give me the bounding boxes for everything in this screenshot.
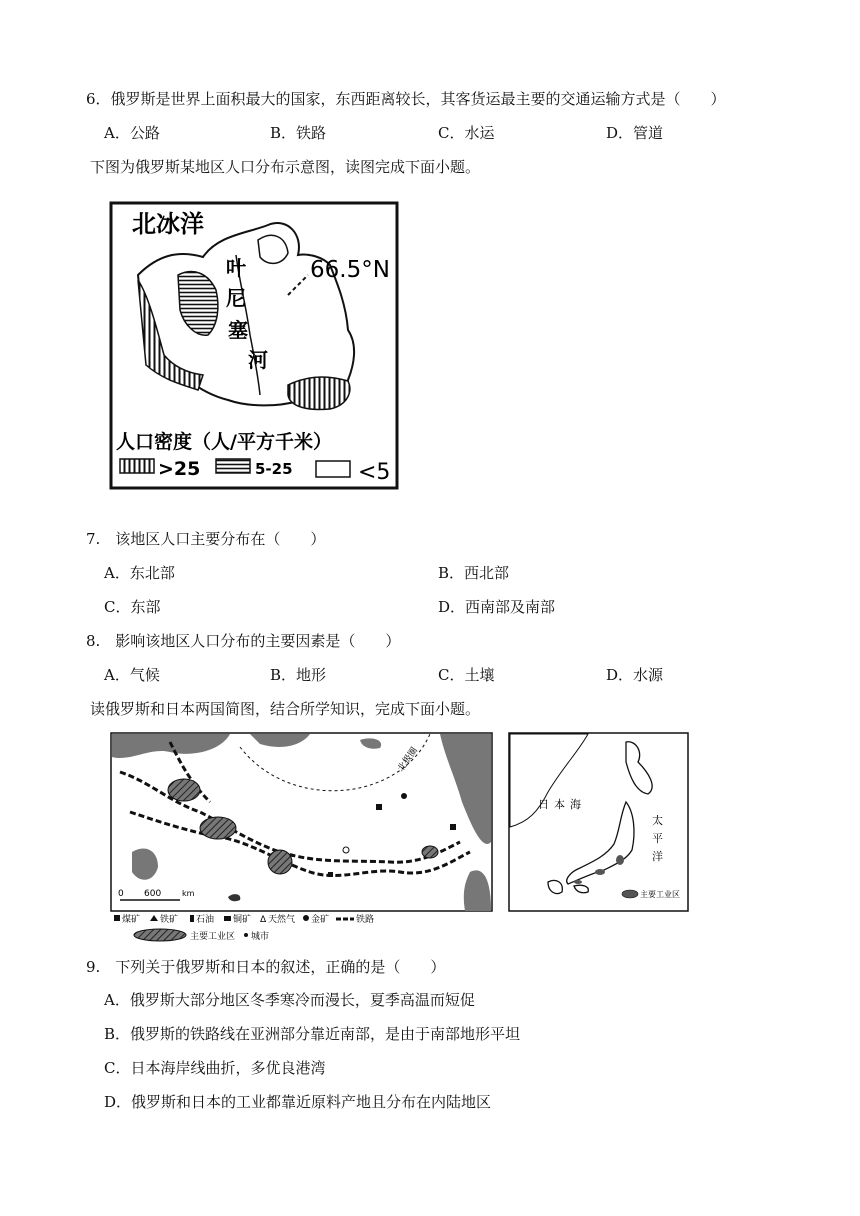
question-6-stem: 6．俄罗斯是世界上面积最大的国家，东西距离较长，其客货运最主要的交通运输方式是（ ）: [86, 90, 726, 108]
q7-option-a: A．东北部: [104, 564, 175, 582]
industrial-area-2: [200, 817, 236, 839]
sea-label-1: 日: [538, 798, 549, 811]
question-7-stem: 7. 该地区人口主要分布在（ ）: [86, 530, 326, 548]
svg-text:金矿: 金矿: [311, 915, 330, 925]
svg-text:铁矿: 铁矿: [160, 915, 179, 925]
svg-text:煤矿: 煤矿: [122, 915, 141, 925]
river-char-4: 河: [248, 348, 268, 372]
japan-map: [508, 732, 690, 914]
q8-option-c: C．土壤: [438, 666, 495, 684]
q7-option-b: B．西北部: [438, 564, 510, 582]
svg-text:石油: 石油: [196, 915, 215, 925]
svg-text:主要工业区: 主要工业区: [190, 932, 236, 942]
svg-text:天然气: 天然气: [268, 915, 296, 925]
russia-map-frame: [111, 733, 492, 911]
q6-option-c: C．水运: [438, 124, 495, 142]
legend-medium-label: 5-25: [255, 460, 293, 478]
svg-text:铁路: 铁路: [356, 915, 375, 925]
q6-option-a: A．公路: [104, 124, 160, 142]
intro-population-map: 下图为俄罗斯某地区人口分布示意图，读图完成下面小题。: [90, 158, 481, 176]
q9-option-a: A．俄罗斯大部分地区冬季寒冷而漫长，夏季高温而短促: [104, 991, 475, 1009]
legend-swatch-high: [120, 459, 154, 473]
ocean-label-3: 洋: [652, 850, 663, 863]
industrial-area-4: [422, 846, 438, 858]
q6-option-d: D．管道: [606, 124, 664, 142]
q8-option-a: A．气候: [104, 666, 160, 684]
svg-text:铜矿: 铜矿: [233, 915, 252, 925]
scale-label-600: 600: [144, 889, 162, 899]
industrial-area-3: [268, 850, 292, 874]
density-high-south: [288, 377, 350, 410]
ocean-label-1: 太: [652, 814, 663, 827]
ocean-label-2: 平: [652, 832, 663, 845]
russia-map-legend: [114, 913, 374, 942]
svg-text:城市: 城市: [251, 932, 270, 942]
svg-text:Δ: Δ: [260, 915, 267, 925]
arctic-ocean-label: 北冰洋: [132, 210, 204, 238]
q9-option-c: C．日本海岸线曲折，多优良港湾: [104, 1059, 326, 1077]
latitude-label: 66.5°N: [310, 257, 390, 283]
q7-option-d: D．西南部及南部: [438, 598, 556, 616]
legend-swatch-medium: [216, 459, 250, 473]
question-9-stem: 9. 下列关于俄罗斯和日本的叙述，正确的是（ ）: [86, 958, 446, 976]
q6-option-b: B．铁路: [270, 124, 327, 142]
arctic-circle-label: 北极圈: [396, 745, 420, 774]
scale-label-0: 0: [118, 889, 124, 899]
sea-label-3: 海: [570, 798, 581, 811]
q9-option-b: B．俄罗斯的铁路线在亚洲部分靠近南部，是由于南部地形平坦: [104, 1025, 521, 1043]
population-density-map: [108, 195, 413, 507]
sea-label-2: 本: [554, 798, 565, 811]
japan-legend-label: 主要工业区: [640, 890, 680, 899]
industrial-area-1: [168, 779, 200, 801]
river-char-1: 叶: [226, 256, 246, 280]
q9-option-d: D．俄罗斯和日本的工业都靠近原料产地且分布在内陆地区: [104, 1093, 492, 1111]
q8-option-d: D．水源: [606, 666, 664, 684]
scale-label-km: km: [182, 889, 195, 898]
q7-option-c: C．东部: [104, 598, 161, 616]
river-char-3: 塞: [228, 318, 248, 342]
legend-swatch-low: [316, 461, 350, 477]
q8-option-b: B．地形: [270, 666, 327, 684]
river-char-2: 尼: [226, 286, 246, 310]
legend-high-label: >25: [158, 458, 201, 480]
russia-map: [110, 732, 494, 946]
legend-low-label: <5: [358, 460, 391, 485]
legend-title: 人口密度（人/平方千米）: [116, 431, 332, 453]
intro-russia-japan: 读俄罗斯和日本两国简图，结合所学知识，完成下面小题。: [90, 700, 481, 718]
question-8-stem: 8. 影响该地区人口分布的主要因素是（ ）: [86, 632, 401, 650]
